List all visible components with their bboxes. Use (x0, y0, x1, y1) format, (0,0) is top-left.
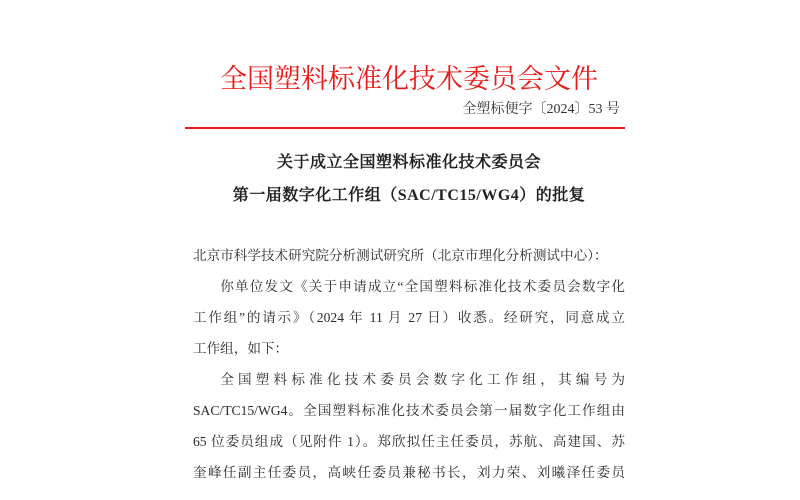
red-divider (185, 127, 625, 129)
body-line: 工作组”的请示》（2024 年 11 月 27 日）收悉。经研究，同意成立 (193, 310, 625, 325)
subject-title (193, 146, 625, 212)
body-line: 工作组，如下： (193, 341, 289, 356)
org-title: 全国塑料标准化技术委员会文件 (220, 64, 598, 94)
subject-title-line2: 第一届数字化工作组（SAC/TC15/WG4）的批复 (232, 187, 586, 204)
body-line-salutation: 北京市科学技术研究院分析测试研究所（北京市理化分析测试中心）： (193, 248, 608, 263)
body-line: 你单位发文《关于申请成立“全国塑料标准化技术委员会数字化 (220, 279, 625, 294)
body-line: SAC/TC15/WG4。全国塑料标准化技术委员会第一届数字化工作组由 (193, 403, 625, 418)
subject-title-line1: 关于成立全国塑料标准化技术委员会 (276, 154, 541, 171)
doc-number: 全塑标便字〔2024〕53 号 (462, 102, 620, 117)
body-line: 65 位委员组成（见附件 1）。郑欣拟任主任委员，苏航、高建国、苏 (193, 434, 625, 449)
document-body (193, 240, 625, 488)
body-line: 全国塑料标准化技术委员会数字化工作组，其编号为 (220, 372, 625, 387)
body-line: 奎峰任副主任委员，高峡任委员兼秘书长，刘力荣、刘曦泽任委员 (193, 465, 625, 480)
